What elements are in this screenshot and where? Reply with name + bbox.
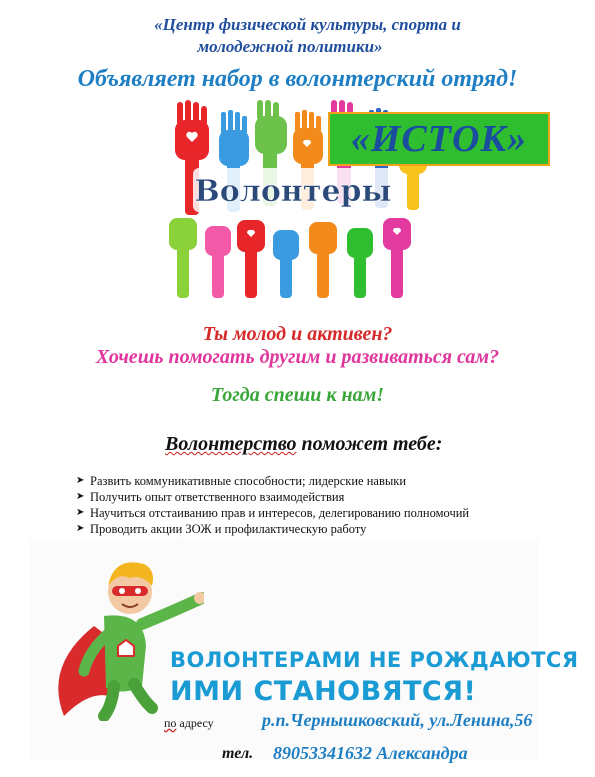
arrow-bullet-icon: ➤ (76, 523, 85, 534)
benefits-heading (165, 433, 442, 456)
list-item (76, 489, 469, 505)
slogan-line-2: ИМИ СТАНОВЯТСЯ! (170, 676, 477, 707)
phone-label: тел. (222, 745, 254, 762)
benefit-text: Получить опыт ответственного взаимодействия (90, 490, 345, 504)
benefit-text: Развить коммуникативные способности; лидерские навыки (90, 474, 407, 488)
squad-name-badge: «ИСТОК» (328, 112, 550, 166)
volunteers-image-text: Волонтеры (194, 174, 392, 209)
question-line-1: Ты молод и активен? (202, 323, 393, 345)
arrow-bullet-icon: ➤ (76, 491, 85, 502)
arrow-bullet-icon: ➤ (76, 475, 85, 486)
address-label (164, 716, 214, 731)
address-label-rest: адресу (176, 716, 214, 730)
question-line-2: Хочешь помогать другим и развиваться сам? (95, 346, 500, 368)
list-item (76, 505, 469, 521)
announcement-title: Объявляет набор в волонтерский отряд! (77, 66, 518, 92)
slogan-line-1: ВОЛОНТЕРАМИ НЕ РОЖДАЮТСЯ (170, 648, 579, 672)
benefits-heading-underlined: Волонтерство (165, 433, 297, 455)
call-to-action-line: Тогда спеши к нам! (210, 384, 385, 406)
benefit-text: Проводить акции ЗОЖ и профилактическую работу (90, 522, 367, 536)
org-name-line2: молодежной политики» (197, 37, 383, 56)
benefits-heading-rest: поможет тебе: (296, 433, 443, 455)
list-item (76, 521, 469, 537)
address-label-prefix: по (164, 716, 177, 730)
list-item (76, 473, 469, 489)
address-text: р.п.Чернышковский, ул.Ленина,56 (262, 710, 533, 730)
benefit-text: Научиться отстаиванию прав и интересов, делегированию полномочий (90, 506, 470, 520)
phone-number: 89053341632 Александра (273, 743, 468, 763)
org-name-line1: «Центр физической культуры, спорта и (154, 15, 461, 34)
arrow-bullet-icon: ➤ (76, 507, 85, 518)
